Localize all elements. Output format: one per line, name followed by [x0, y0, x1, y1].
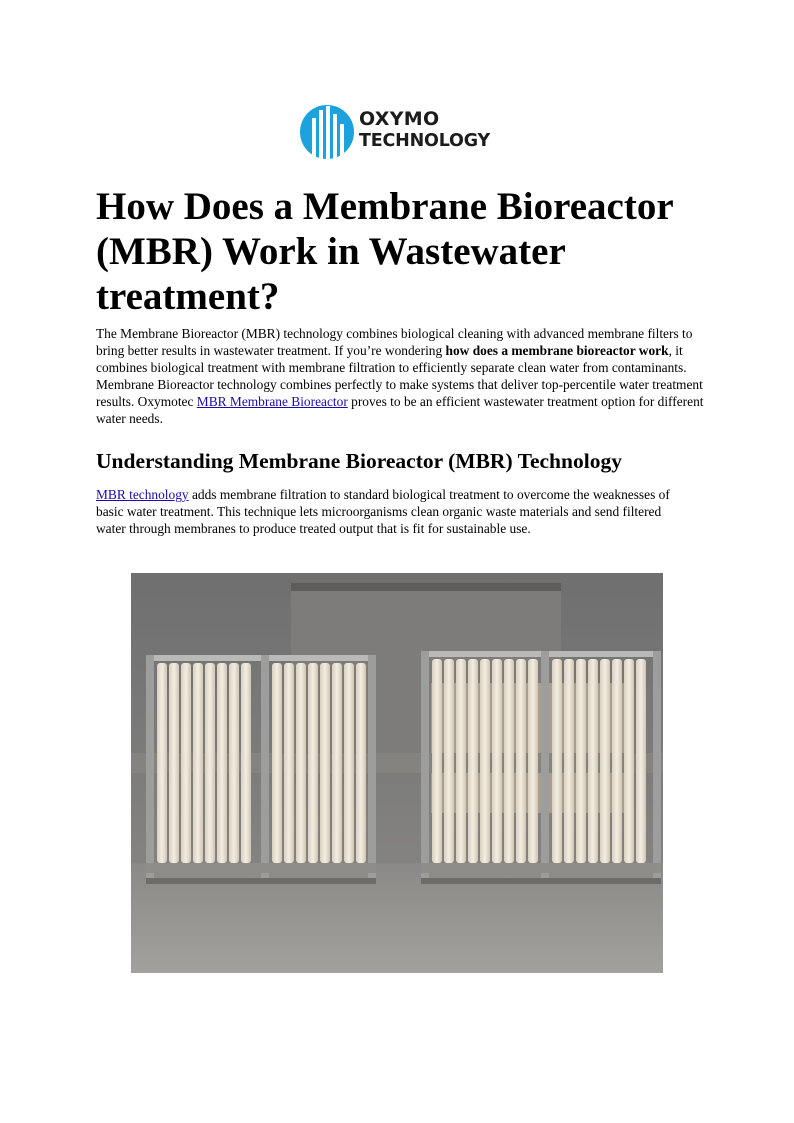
page-title: How Does a Membrane Bioreactor (MBR) Work in Wastewater treatment?	[96, 185, 673, 318]
section-heading: Understanding Membrane Bioreactor (MBR) Technology	[96, 449, 622, 473]
intro-text-2: , it combines biological treatment with membrane filtration to efficiently separate clean water from contaminants. Membrane Bioreactor technology combines perfectly to make systems that deliver top-percentile water treatment results. Oxymotec	[96, 343, 703, 409]
intro-bold-phrase: how does a membrane bioreactor work	[445, 343, 669, 358]
intro-text-3: proves to be an efficient wastewater treatment option for different water needs.	[96, 394, 704, 426]
right-module-frame	[421, 651, 661, 884]
mbr-membrane-modules-photo	[131, 573, 663, 973]
intro-text-1: The Membrane Bioreactor (MBR) technology combines biological cleaning with advanced membrane filters to bring better results in wastewater treatment. If you’re wondering	[96, 326, 693, 358]
photo-illustration	[131, 573, 663, 973]
logo-line-2: TECHNOLOGY	[359, 131, 490, 151]
section-text: adds membrane filtration to standard biological treatment to overcome the weaknesses of basic water treatment. This technique lets microorganisms clean organic waste materials and send filtered water through membranes to produce treated output that is fit for sustainable use.	[96, 487, 670, 536]
intro-paragraph	[96, 325, 706, 427]
section-paragraph	[96, 486, 676, 537]
logo-line-1: OXYMO	[359, 108, 440, 130]
logo-wordmark	[359, 108, 490, 152]
mbr-technology-link[interactable]: MBR technology	[96, 487, 189, 502]
company-logo	[298, 102, 518, 162]
building-drop-logo-icon	[298, 102, 356, 160]
mbr-membrane-bioreactor-link[interactable]: MBR Membrane Bioreactor	[196, 394, 348, 409]
